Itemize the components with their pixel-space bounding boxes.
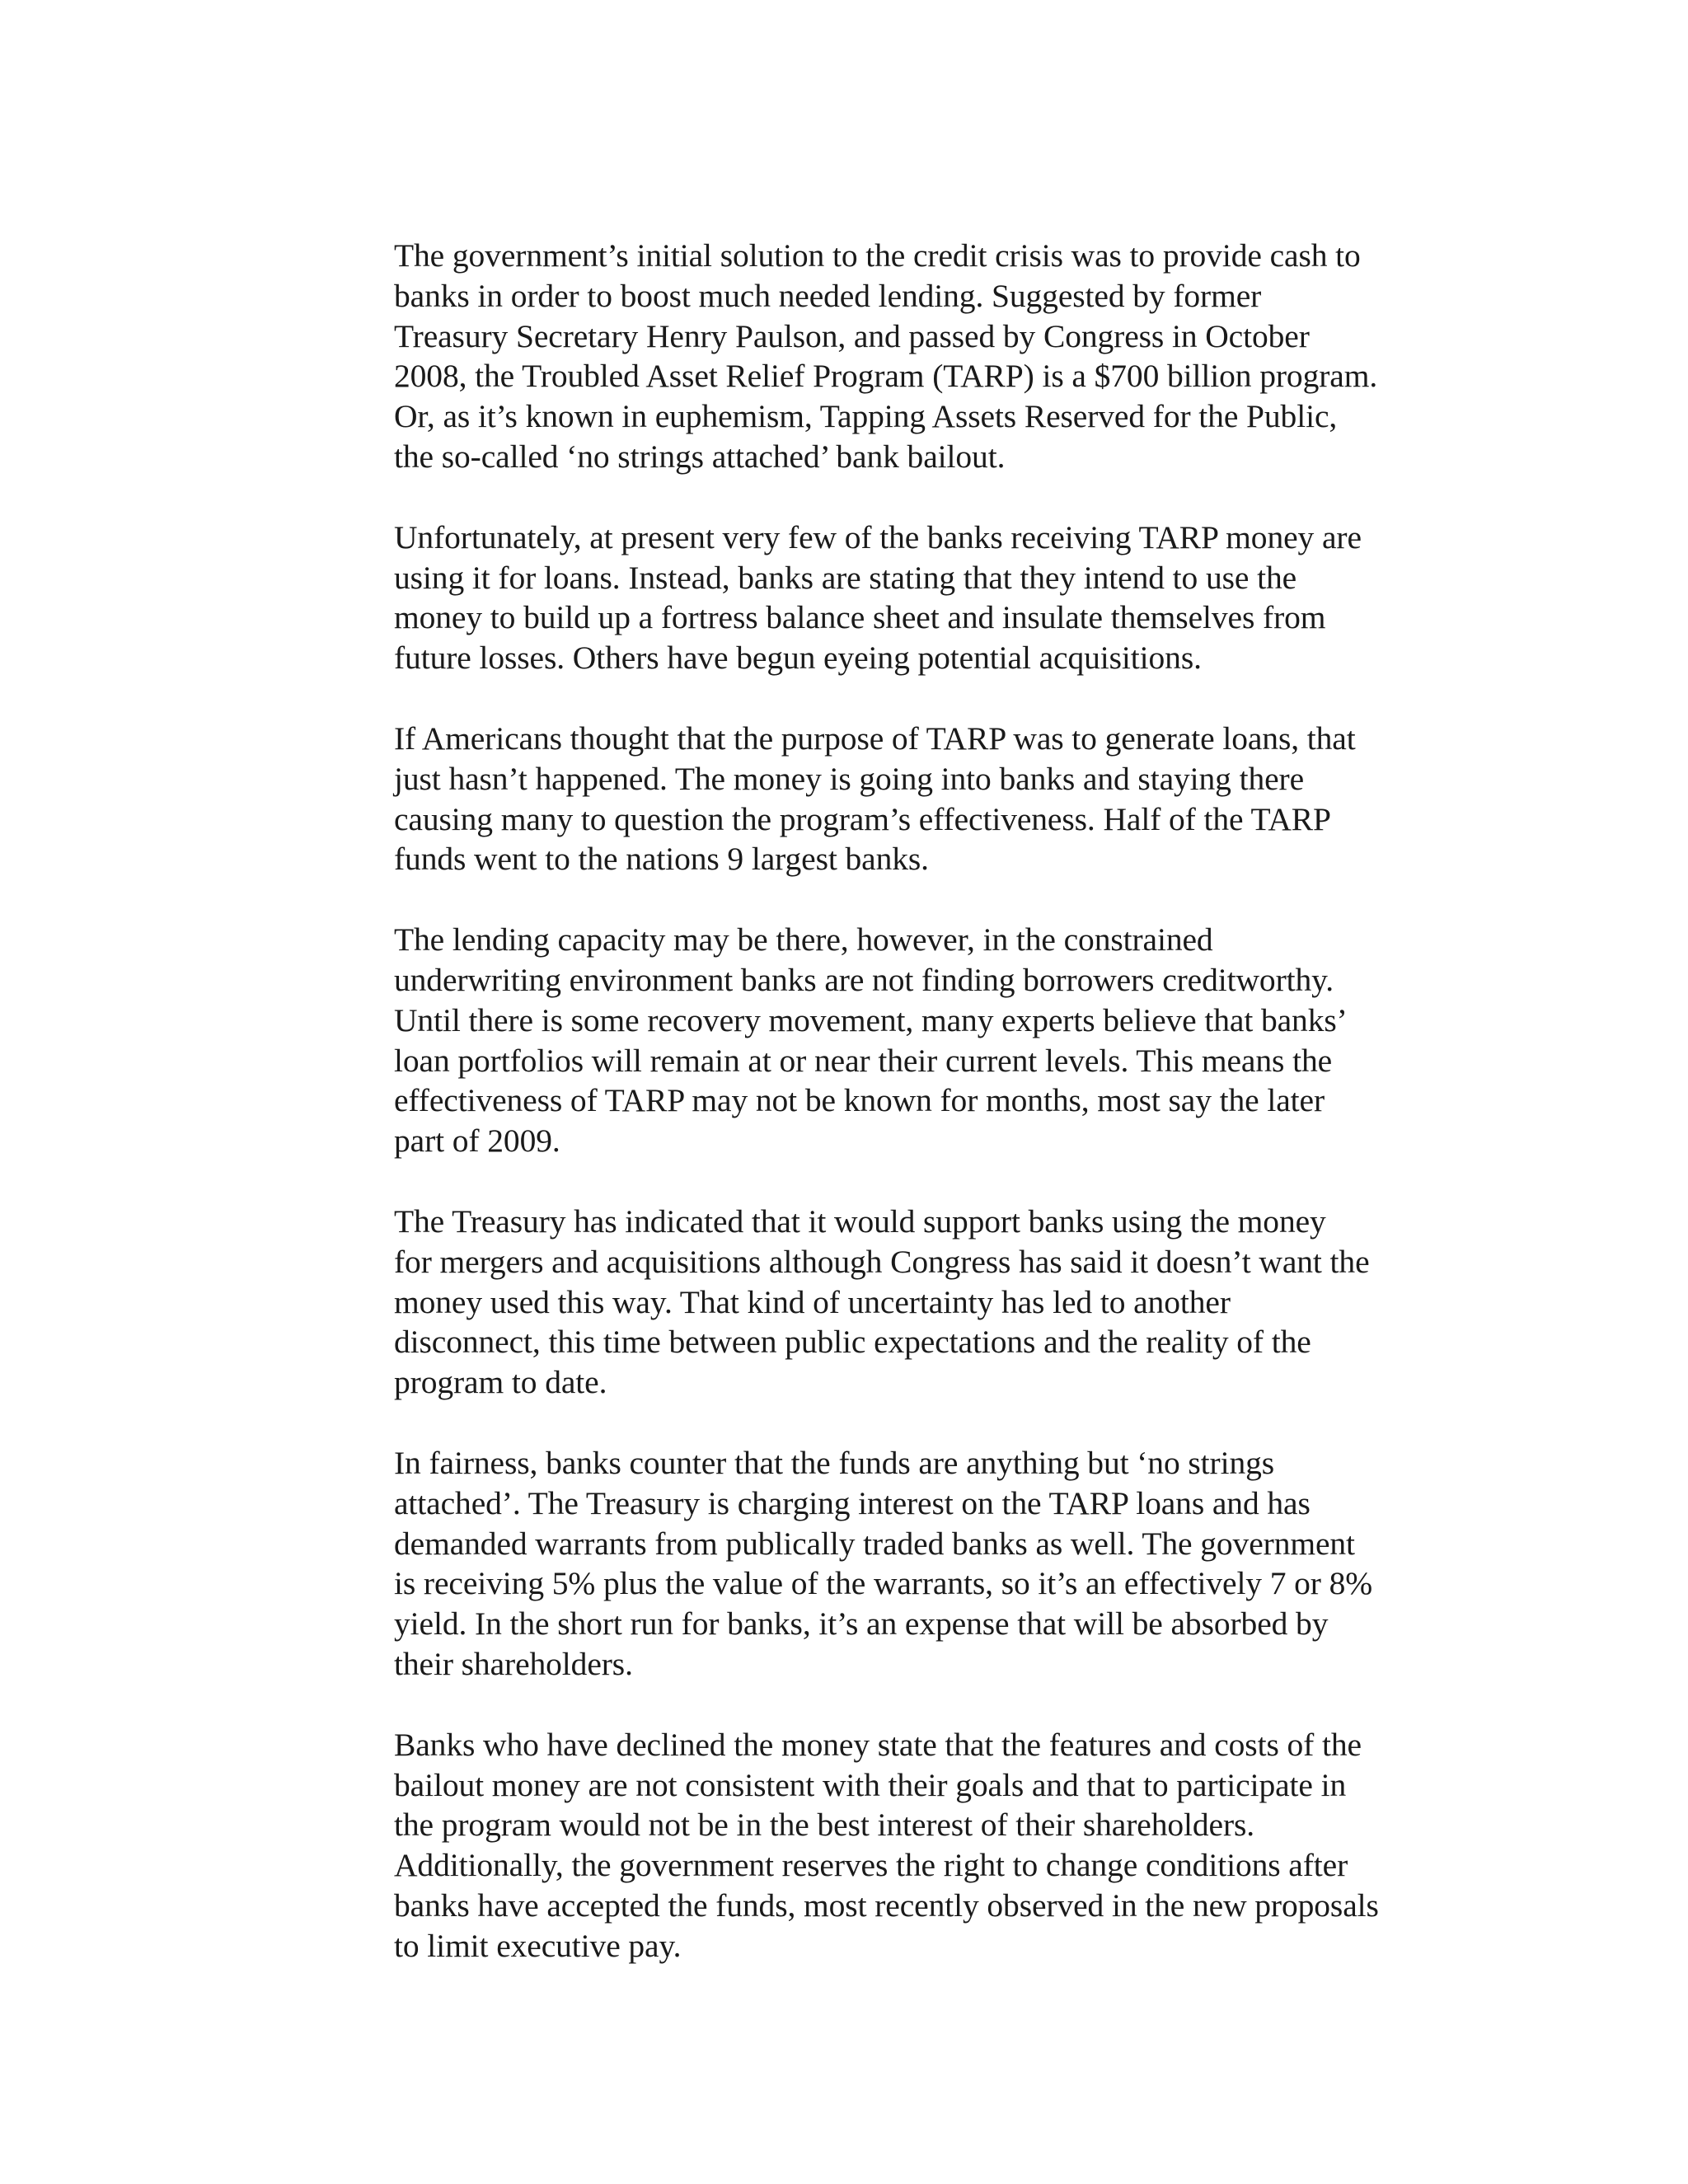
text-line: is receiving 5% plus the value of the warrants, so it’s an effectively 7 or 8% [394,1565,1373,1602]
text-line: using it for loans. Instead, banks are stating that they intend to use the [394,559,1297,596]
text-line: demanded warrants from publically traded banks as well. The government [394,1525,1355,1562]
text-line: money used this way. That kind of uncertainty has led to another [394,1283,1231,1320]
paragraph [394,1725,1432,1966]
text-line: banks have accepted the funds, most recently observed in the new proposals [394,1886,1379,1924]
paragraph [394,1443,1432,1685]
text-line: future losses. Others have begun eyeing potential acquisitions. [394,640,1202,677]
text-line: to limit executive pay. [394,1927,682,1964]
text-line: The lending capacity may be there, however, in the constrained [394,921,1213,958]
text-line: the program would not be in the best interest of their shareholders. [394,1807,1255,1844]
text-line: loan portfolios will remain at or near their current levels. This means the [394,1042,1333,1079]
text-line: funds went to the nations 9 largest banks. [394,841,929,878]
text-line: effectiveness of TARP may not be known for months, most say the later [394,1082,1325,1119]
paragraph [394,1202,1432,1403]
text-line: bailout money are not consistent with their goals and that to participate in [394,1766,1347,1803]
text-line: attached’. The Treasury is charging interest on the TARP loans and has [394,1484,1311,1521]
text-line: the so-called ‘no strings attached’ bank bailout. [394,438,1006,475]
text-line: disconnect, this time between public expectations and the reality of the [394,1324,1311,1361]
text-line: Banks who have declined the money state that the features and costs of the [394,1726,1362,1763]
text-line: Until there is some recovery movement, many experts believe that banks’ [394,1001,1348,1038]
text-line: part of 2009. [394,1122,560,1160]
text-line: Unfortunately, at present very few of the banks receiving TARP money are [394,518,1362,555]
text-line: yield. In the short run for banks, it’s an expense that will be absorbed by [394,1605,1329,1643]
paragraph [394,719,1432,879]
text-line: banks in order to boost much needed lending. Suggested by former [394,277,1262,314]
text-line: program to date. [394,1364,607,1401]
text-line: underwriting environment banks are not finding borrowers creditworthy. [394,961,1334,998]
text-line: Treasury Secretary Henry Paulson, and passed by Congress in October [394,317,1310,354]
text-line: just hasn’t happened. The money is going into banks and staying there [394,760,1305,797]
text-line: Additionally, the government reserves the right to change conditions after [394,1847,1348,1884]
text-line: If Americans thought that the purpose of TARP was to generate loans, that [394,719,1356,757]
text-line: 2008, the Troubled Asset Relief Program (TARP) is a $700 billion program. [394,358,1378,395]
text-line: The government’s initial solution to the credit crisis was to provide cash to [394,237,1361,274]
text-line: The Treasury has indicated that it would support banks using the money [394,1202,1326,1240]
text-line: In fairness, banks counter that the funds are anything but ‘no strings [394,1444,1275,1481]
paragraph [394,236,1432,477]
text-line: causing many to question the program’s effectiveness. Half of the TARP [394,800,1331,837]
text-line: Or, as it’s known in euphemism, Tapping Assets Reserved for the Public, [394,398,1338,435]
body-text [394,236,1432,2006]
paragraph [394,920,1432,1161]
paragraph [394,518,1432,678]
text-line: their shareholders. [394,1645,633,1682]
text-line: for mergers and acquisitions although Congress has said it doesn’t want the [394,1243,1370,1280]
text-line: money to build up a fortress balance sheet and insulate themselves from [394,599,1326,636]
